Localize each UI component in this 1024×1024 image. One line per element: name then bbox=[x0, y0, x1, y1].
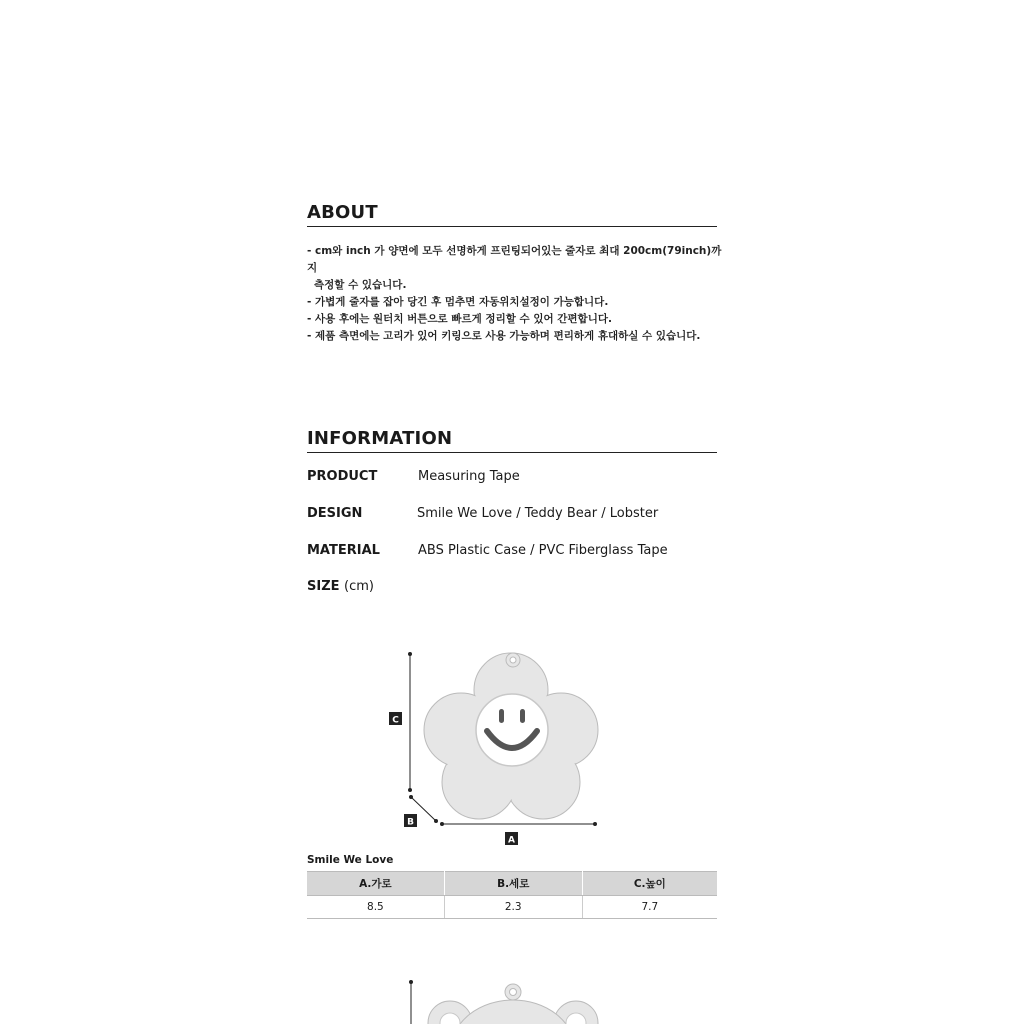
label-b-badge bbox=[404, 814, 417, 828]
dimension-line-c bbox=[408, 652, 412, 792]
about-item: - 가볍게 줄자를 잡아 당긴 후 멈추면 자동위치설정이 가능합니다. bbox=[307, 296, 609, 308]
size-unit: (cm) bbox=[344, 579, 375, 594]
smile-face-icon bbox=[476, 694, 548, 766]
about-item-continuation: 측정할 수 있습니다. bbox=[314, 279, 407, 291]
info-label: PRODUCT bbox=[307, 469, 378, 484]
info-label: MATERIAL bbox=[307, 543, 380, 558]
table-header-cell: C.높이 bbox=[582, 872, 717, 896]
info-value: Measuring Tape bbox=[418, 469, 520, 484]
information-heading: INFORMATION bbox=[307, 429, 717, 453]
label-c-badge bbox=[389, 712, 402, 726]
size-diagram bbox=[380, 645, 610, 850]
label-a-badge bbox=[505, 832, 518, 846]
about-item: - 제품 측면에는 고리가 있어 키링으로 사용 가능하며 편리하게 휴대하실 수 있습니다. bbox=[307, 330, 701, 342]
size-label bbox=[307, 579, 374, 594]
teddy-bear-shape bbox=[428, 984, 598, 1024]
table-cell: 8.5 bbox=[307, 896, 444, 919]
table-cell: 7.7 bbox=[582, 896, 717, 919]
dimension-line-a bbox=[440, 822, 597, 826]
table-header-row bbox=[307, 872, 717, 896]
size-table-caption: Smile We Love bbox=[307, 854, 394, 866]
about-heading: ABOUT bbox=[307, 203, 717, 227]
svg-text:C: C bbox=[392, 715, 399, 726]
dimension-line-c bbox=[409, 980, 413, 1024]
about-item: - 사용 후에는 원터치 버튼으로 빠르게 정리할 수 있어 간편합니다. bbox=[307, 313, 612, 325]
table-header-cell: A.가로 bbox=[307, 872, 444, 896]
table-header-cell: B.세로 bbox=[444, 872, 582, 896]
svg-text:B: B bbox=[407, 817, 414, 828]
info-value: ABS Plastic Case / PVC Fiberglass Tape bbox=[418, 543, 668, 558]
svg-text:A: A bbox=[508, 835, 515, 846]
size-table bbox=[307, 871, 717, 919]
size-label-text: SIZE bbox=[307, 579, 340, 594]
info-label: DESIGN bbox=[307, 506, 363, 521]
table-cell: 2.3 bbox=[444, 896, 582, 919]
about-item bbox=[307, 243, 727, 294]
info-value: Smile We Love / Teddy Bear / Lobster bbox=[417, 506, 659, 521]
about-list bbox=[307, 243, 727, 345]
table-row bbox=[307, 896, 717, 919]
teddy-bear-diagram bbox=[380, 975, 610, 1024]
about-item-text: - cm와 inch 가 양면에 모두 선명하게 프린팅되어있는 줄자로 최대 200cm(79inch)까지 bbox=[307, 245, 722, 274]
